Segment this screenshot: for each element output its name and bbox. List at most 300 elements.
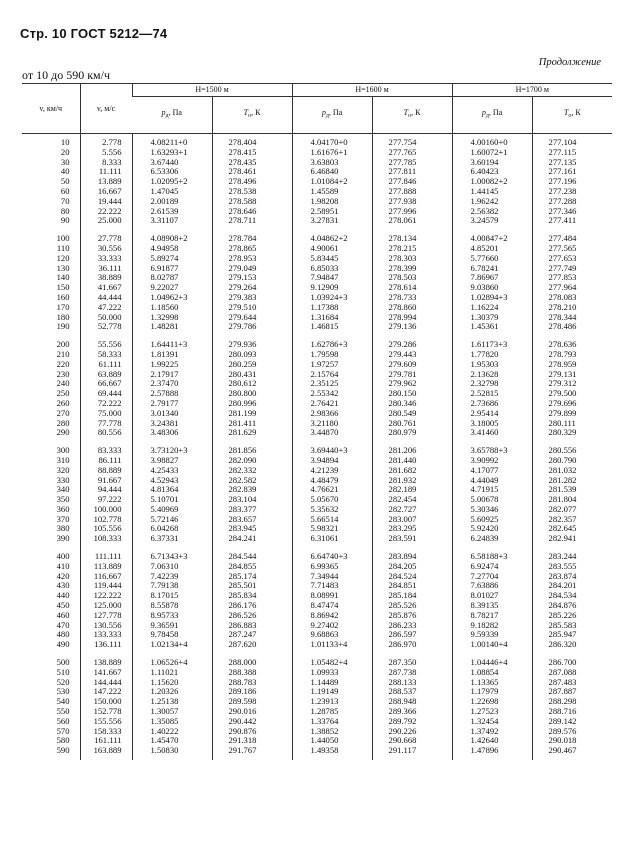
cell-pressure: 1.04962+3 (132, 293, 212, 303)
cell-temperature: 278.614 (372, 283, 452, 293)
cell-temperature: 280.790 (532, 456, 612, 466)
cell-temperature: 278.860 (372, 303, 452, 313)
cell-pressure: 6.04268 (132, 524, 212, 534)
cell-pressure: 8.17015 (132, 591, 212, 601)
cell-temperature: 282.454 (372, 495, 452, 505)
cell-speed-ms: 72.222 (80, 399, 132, 409)
cell-pressure: 1.04446+4 (452, 658, 532, 668)
cell-pressure: 7.86967 (452, 273, 532, 283)
cell-temperature: 278.733 (372, 293, 452, 303)
cell-pressure: 4.25433 (132, 466, 212, 476)
cell-temperature: 280.259 (212, 360, 292, 370)
cell-pressure: 1.28785 (292, 707, 372, 717)
cell-speed-kmh: 350 (56, 494, 70, 505)
cell-pressure: 7.27704 (452, 572, 532, 582)
cell-temperature: 286.883 (212, 621, 292, 631)
cell-pressure: 1.08854 (452, 668, 532, 678)
cell-temperature: 283.104 (212, 495, 292, 505)
cell-pressure: 1.13365 (452, 678, 532, 688)
cell-speed-kmh: 180 (56, 311, 70, 322)
cell-speed-ms: 155.556 (80, 717, 132, 727)
cell-temperature: 277.749 (532, 264, 612, 274)
cell-pressure: 1.32454 (452, 717, 532, 727)
cell-speed-ms: 119.444 (80, 581, 132, 591)
cell-temperature: 281.539 (532, 485, 612, 495)
cell-speed-kmh: 170 (56, 301, 70, 312)
cell-pressure: 1.79598 (292, 350, 372, 360)
cell-pressure: 2.56382 (452, 207, 532, 217)
col-speed-kmh: v, км/ч (22, 84, 80, 134)
cell-temperature: 280.150 (372, 389, 452, 399)
cell-temperature: 288.000 (212, 658, 292, 668)
cell-temperature: 279.153 (212, 273, 292, 283)
cell-temperature: 277.938 (372, 197, 452, 207)
cell-pressure: 8.02787 (132, 273, 212, 283)
cell-temperature: 277.135 (532, 158, 612, 168)
cell-speed-kmh: 400 (56, 551, 70, 562)
cell-pressure: 6.53306 (132, 167, 212, 177)
col-pressure: $p_д$, Па (292, 97, 372, 134)
cell-temperature: 291.117 (372, 746, 452, 760)
cell-pressure: 1.06526+4 (132, 658, 212, 668)
cell-speed-ms: 27.778 (80, 234, 132, 244)
cell-temperature: 288.537 (372, 687, 452, 697)
cell-pressure: 2.52815 (452, 389, 532, 399)
cell-pressure: 1.47896 (452, 746, 532, 760)
cell-speed-kmh: 570 (56, 725, 70, 736)
cell-speed-kmh: 20 (60, 146, 70, 157)
cell-pressure: 1.20326 (132, 687, 212, 697)
continuation-label: Продолжение (538, 57, 601, 68)
cell-temperature: 278.953 (212, 254, 292, 264)
cell-speed-kmh: 300 (56, 445, 70, 456)
cell-pressure: 1.18560 (132, 303, 212, 313)
cell-temperature: 280.431 (212, 370, 292, 380)
cell-temperature: 278.461 (212, 167, 292, 177)
cell-pressure: 5.92420 (452, 524, 532, 534)
cell-temperature: 284.205 (372, 562, 452, 572)
cell-pressure: 2.17917 (132, 370, 212, 380)
cell-speed-ms: 113.889 (80, 562, 132, 572)
cell-pressure: 2.61539 (132, 207, 212, 217)
cell-pressure: 1.62786+3 (292, 340, 372, 350)
cell-temperature: 283.874 (532, 572, 612, 582)
cell-pressure: 5.10701 (132, 495, 212, 505)
cell-pressure: 4.94958 (132, 244, 212, 254)
cell-pressure: 1.48281 (132, 322, 212, 332)
cell-speed-ms: 80.556 (80, 428, 132, 438)
cell-speed-kmh: 130 (56, 262, 70, 273)
cell-speed-ms: 91.667 (80, 476, 132, 486)
cell-pressure: 8.47474 (292, 601, 372, 611)
cell-pressure: 1.11021 (132, 668, 212, 678)
cell-pressure: 1.97257 (292, 360, 372, 370)
cell-temperature: 285.834 (212, 591, 292, 601)
cell-pressure: 2.95414 (452, 409, 532, 419)
cell-temperature: 286.320 (532, 640, 612, 650)
cell-temperature: 278.538 (212, 187, 292, 197)
cell-pressure: 3.48306 (132, 428, 212, 438)
cell-temperature: 278.399 (372, 264, 452, 274)
col-temperature: $T_о$, К (372, 97, 452, 134)
cell-pressure: 3.18005 (452, 419, 532, 429)
table-row (22, 534, 612, 544)
cell-pressure: 5.40969 (132, 505, 212, 515)
table-row (22, 134, 612, 148)
cell-pressure: 8.86942 (292, 611, 372, 621)
cell-speed-ms: 41.667 (80, 283, 132, 293)
cell-speed-kmh: 450 (56, 600, 70, 611)
cell-speed-ms: 130.556 (80, 621, 132, 631)
cell-pressure: 1.01084+2 (292, 177, 372, 187)
cell-speed-kmh: 550 (56, 706, 70, 717)
cell-temperature: 278.994 (372, 313, 452, 323)
cell-temperature: 281.804 (532, 495, 612, 505)
cell-speed-kmh: 390 (56, 533, 70, 544)
cell-temperature: 281.199 (212, 409, 292, 419)
table-row (22, 322, 612, 332)
cell-pressure: 9.68863 (292, 630, 372, 640)
cell-speed-ms: 61.111 (80, 360, 132, 370)
cell-pressure: 7.06310 (132, 562, 212, 572)
cell-pressure: 9.12909 (292, 283, 372, 293)
cell-speed-kmh: 340 (56, 484, 70, 495)
cell-pressure: 1.47045 (132, 187, 212, 197)
cell-pressure: 1.37492 (452, 727, 532, 737)
cell-temperature: 285.526 (372, 601, 452, 611)
cell-temperature: 282.077 (532, 505, 612, 515)
cell-speed-ms: 5.556 (80, 148, 132, 158)
cell-pressure: 9.59339 (452, 630, 532, 640)
cell-pressure: 7.79138 (132, 581, 212, 591)
cell-pressure: 3.44870 (292, 428, 372, 438)
cell-speed-ms: 11.111 (80, 167, 132, 177)
cell-temperature: 290.467 (532, 746, 612, 760)
cell-pressure: 2.13628 (452, 370, 532, 380)
cell-speed-ms: 25.000 (80, 216, 132, 226)
cell-speed-ms: 75.000 (80, 409, 132, 419)
cell-speed-kmh: 220 (56, 358, 70, 369)
cell-speed-kmh: 590 (56, 745, 70, 756)
cell-pressure: 4.00160+0 (452, 134, 532, 148)
cell-temperature: 291.318 (212, 736, 292, 746)
cell-pressure: 3.98827 (132, 456, 212, 466)
cell-speed-kmh: 190 (56, 321, 70, 332)
cell-temperature: 278.588 (212, 197, 292, 207)
cell-temperature: 278.793 (532, 350, 612, 360)
cell-speed-ms: 36.111 (80, 264, 132, 274)
cell-pressure: 9.27402 (292, 621, 372, 631)
cell-pressure: 5.60925 (452, 515, 532, 525)
cell-temperature: 277.853 (532, 273, 612, 283)
cell-pressure: 4.21239 (292, 466, 372, 476)
cell-pressure: 1.19149 (292, 687, 372, 697)
cell-temperature: 281.411 (212, 419, 292, 429)
cell-pressure: 1.23913 (292, 697, 372, 707)
cell-temperature: 277.238 (532, 187, 612, 197)
cell-temperature: 282.839 (212, 485, 292, 495)
cell-speed-kmh: 290 (56, 427, 70, 438)
cell-speed-ms: 44.444 (80, 293, 132, 303)
cell-temperature: 278.503 (372, 273, 452, 283)
cell-speed-kmh: 360 (56, 503, 70, 514)
cell-temperature: 285.947 (532, 630, 612, 640)
cell-pressure: 1.61173+3 (452, 340, 532, 350)
cell-pressure: 2.32798 (452, 379, 532, 389)
cell-temperature: 277.565 (532, 244, 612, 254)
cell-pressure: 4.90061 (292, 244, 372, 254)
group-h1500: H=1500 м (132, 84, 292, 97)
cell-temperature: 279.136 (372, 322, 452, 332)
cell-pressure: 3.31107 (132, 216, 212, 226)
cell-speed-kmh: 120 (56, 252, 70, 263)
cell-speed-ms: 150.000 (80, 697, 132, 707)
cell-pressure: 1.50830 (132, 746, 212, 760)
cell-pressure: 7.63886 (452, 581, 532, 591)
cell-pressure: 1.15620 (132, 678, 212, 688)
cell-pressure: 1.40222 (132, 727, 212, 737)
cell-temperature: 280.111 (532, 419, 612, 429)
cell-speed-kmh: 460 (56, 609, 70, 620)
cell-speed-ms: 55.556 (80, 340, 132, 350)
cell-temperature: 289.792 (372, 717, 452, 727)
cell-pressure: 2.37470 (132, 379, 212, 389)
cell-speed-ms: 47.222 (80, 303, 132, 313)
cell-temperature: 280.996 (212, 399, 292, 409)
cell-speed-kmh: 260 (56, 397, 70, 408)
cell-pressure: 1.30379 (452, 313, 532, 323)
cell-pressure: 6.64740+3 (292, 552, 372, 562)
cell-speed-ms: 125.000 (80, 601, 132, 611)
cell-temperature: 277.785 (372, 158, 452, 168)
col-temperature: $T_о$, К (532, 97, 612, 134)
cell-temperature: 280.800 (212, 389, 292, 399)
cell-temperature: 285.876 (372, 611, 452, 621)
cell-pressure: 3.60194 (452, 158, 532, 168)
cell-pressure: 3.27831 (292, 216, 372, 226)
col-speed-ms: v, м/с (80, 84, 132, 134)
cell-speed-kmh: 60 (60, 185, 70, 196)
cell-pressure: 4.17077 (452, 466, 532, 476)
cell-speed-ms: 52.778 (80, 322, 132, 332)
cell-temperature: 277.996 (372, 207, 452, 217)
cell-temperature: 278.636 (532, 340, 612, 350)
cell-pressure: 1.02134+4 (132, 640, 212, 650)
cell-speed-kmh: 520 (56, 676, 70, 687)
cell-pressure: 6.78241 (452, 264, 532, 274)
cell-pressure: 1.61676+1 (292, 148, 372, 158)
cell-temperature: 281.282 (532, 476, 612, 486)
table-row (22, 216, 612, 226)
cell-pressure: 4.52943 (132, 476, 212, 486)
cell-temperature: 278.210 (532, 303, 612, 313)
cell-temperature: 279.312 (532, 379, 612, 389)
cell-pressure: 5.89274 (132, 254, 212, 264)
cell-speed-ms: 116.667 (80, 572, 132, 582)
col-pressure: $p_д$, Па (452, 97, 532, 134)
cell-temperature: 279.696 (532, 399, 612, 409)
cell-pressure: 4.71915 (452, 485, 532, 495)
cell-temperature: 277.811 (372, 167, 452, 177)
cell-temperature: 282.090 (212, 456, 292, 466)
cell-temperature: 289.142 (532, 717, 612, 727)
cell-pressure: 1.00082+2 (452, 177, 532, 187)
cell-temperature: 281.206 (372, 446, 452, 456)
cell-speed-ms: 38.889 (80, 273, 132, 283)
cell-temperature: 277.196 (532, 177, 612, 187)
cell-speed-ms: 88.889 (80, 466, 132, 476)
cell-temperature: 284.544 (212, 552, 292, 562)
cell-temperature: 277.754 (372, 134, 452, 148)
cell-temperature: 278.134 (372, 234, 452, 244)
cell-pressure: 1.96242 (452, 197, 532, 207)
cell-speed-kmh: 480 (56, 629, 70, 640)
cell-speed-kmh: 470 (56, 619, 70, 630)
cell-speed-kmh: 160 (56, 291, 70, 302)
cell-temperature: 279.609 (372, 360, 452, 370)
cell-pressure: 9.36591 (132, 621, 212, 631)
cell-temperature: 279.286 (372, 340, 452, 350)
cell-pressure: 3.24579 (452, 216, 532, 226)
cell-temperature: 281.629 (212, 428, 292, 438)
cell-pressure: 1.38852 (292, 727, 372, 737)
cell-pressure: 6.99365 (292, 562, 372, 572)
cell-temperature: 284.524 (372, 572, 452, 582)
cell-speed-ms: 163.889 (80, 746, 132, 760)
cell-pressure: 3.21180 (292, 419, 372, 429)
cell-temperature: 284.851 (372, 581, 452, 591)
cell-pressure: 3.63803 (292, 158, 372, 168)
cell-temperature: 277.964 (532, 283, 612, 293)
cell-temperature: 285.501 (212, 581, 292, 591)
cell-pressure: 1.16224 (452, 303, 532, 313)
cell-temperature: 278.646 (212, 207, 292, 217)
cell-pressure: 2.15764 (292, 370, 372, 380)
cell-pressure: 3.01340 (132, 409, 212, 419)
cell-speed-kmh: 380 (56, 523, 70, 534)
cell-pressure: 2.55342 (292, 389, 372, 399)
cell-pressure: 2.57888 (132, 389, 212, 399)
cell-temperature: 278.083 (532, 293, 612, 303)
cell-temperature: 283.295 (372, 524, 452, 534)
cell-speed-ms: 108.333 (80, 534, 132, 544)
cell-temperature: 283.591 (372, 534, 452, 544)
cell-speed-kmh: 370 (56, 513, 70, 524)
cell-pressure: 1.02894+3 (452, 293, 532, 303)
cell-pressure: 1.45470 (132, 736, 212, 746)
cell-speed-kmh: 440 (56, 590, 70, 601)
cell-pressure: 6.24839 (452, 534, 532, 544)
cell-pressure: 9.18282 (452, 621, 532, 631)
cell-speed-kmh: 510 (56, 666, 70, 677)
cell-speed-ms: 97.222 (80, 495, 132, 505)
cell-temperature: 286.700 (532, 658, 612, 668)
cell-pressure: 7.71483 (292, 581, 372, 591)
cell-speed-kmh: 280 (56, 417, 70, 428)
cell-speed-ms: 77.778 (80, 419, 132, 429)
cell-speed-ms: 111.111 (80, 552, 132, 562)
cell-speed-ms: 100.000 (80, 505, 132, 515)
cell-pressure: 4.00847+2 (452, 234, 532, 244)
cell-pressure: 1.33764 (292, 717, 372, 727)
cell-pressure: 6.71343+3 (132, 552, 212, 562)
cell-temperature: 278.061 (372, 216, 452, 226)
cell-temperature: 279.510 (212, 303, 292, 313)
group-h1700: H=1700 м (452, 84, 612, 97)
cell-temperature: 285.174 (212, 572, 292, 582)
cell-pressure: 6.92474 (452, 562, 532, 572)
cell-speed-kmh: 310 (56, 454, 70, 465)
cell-pressure: 2.79177 (132, 399, 212, 409)
cell-speed-kmh: 580 (56, 735, 70, 746)
cell-temperature: 288.388 (212, 668, 292, 678)
cell-temperature: 282.357 (532, 515, 612, 525)
cell-temperature: 285.226 (532, 611, 612, 621)
cell-speed-kmh: 230 (56, 368, 70, 379)
cell-pressure: 2.00189 (132, 197, 212, 207)
cell-temperature: 277.346 (532, 207, 612, 217)
cell-speed-kmh: 70 (60, 195, 70, 206)
cell-temperature: 289.598 (212, 697, 292, 707)
cell-temperature: 288.948 (372, 697, 452, 707)
cell-temperature: 278.784 (212, 234, 292, 244)
cell-temperature: 282.189 (372, 485, 452, 495)
cell-temperature: 282.941 (532, 534, 612, 544)
cell-temperature: 280.346 (372, 399, 452, 409)
cell-pressure: 1.14489 (292, 678, 372, 688)
cell-speed-kmh: 80 (60, 205, 70, 216)
cell-temperature: 286.526 (212, 611, 292, 621)
cell-pressure: 5.66514 (292, 515, 372, 525)
cell-temperature: 287.088 (532, 668, 612, 678)
range-label: от 10 до 590 км/ч (22, 68, 110, 82)
cell-temperature: 289.186 (212, 687, 292, 697)
cell-temperature: 287.247 (212, 630, 292, 640)
cell-speed-ms: 133.333 (80, 630, 132, 640)
cell-speed-kmh: 90 (60, 215, 70, 226)
cell-temperature: 277.484 (532, 234, 612, 244)
cell-temperature: 278.959 (532, 360, 612, 370)
cell-speed-ms: 50.000 (80, 313, 132, 323)
cell-speed-kmh: 10 (60, 137, 70, 147)
cell-temperature: 285.184 (372, 591, 452, 601)
cell-temperature: 281.440 (372, 456, 452, 466)
cell-pressure: 1.31684 (292, 313, 372, 323)
cell-pressure: 3.73120+3 (132, 446, 212, 456)
cell-pressure: 6.85033 (292, 264, 372, 274)
cell-pressure: 1.27523 (452, 707, 532, 717)
cell-temperature: 283.657 (212, 515, 292, 525)
cell-speed-ms: 122.222 (80, 591, 132, 601)
cell-pressure: 1.35085 (132, 717, 212, 727)
cell-speed-ms: 152.778 (80, 707, 132, 717)
cell-pressure: 7.34944 (292, 572, 372, 582)
cell-speed-ms: 83.333 (80, 446, 132, 456)
cell-temperature: 277.288 (532, 197, 612, 207)
cell-temperature: 283.377 (212, 505, 292, 515)
cell-pressure: 6.91877 (132, 264, 212, 274)
cell-pressure: 1.49358 (292, 746, 372, 760)
cell-temperature: 286.597 (372, 630, 452, 640)
page-header: Стр. 10 ГОСТ 5212—74 (20, 26, 168, 41)
cell-temperature: 278.496 (212, 177, 292, 187)
cell-temperature: 279.264 (212, 283, 292, 293)
cell-temperature: 280.761 (372, 419, 452, 429)
cell-pressure: 5.77660 (452, 254, 532, 264)
cell-pressure: 1.77820 (452, 350, 532, 360)
cell-temperature: 284.855 (212, 562, 292, 572)
cell-temperature: 279.786 (212, 322, 292, 332)
